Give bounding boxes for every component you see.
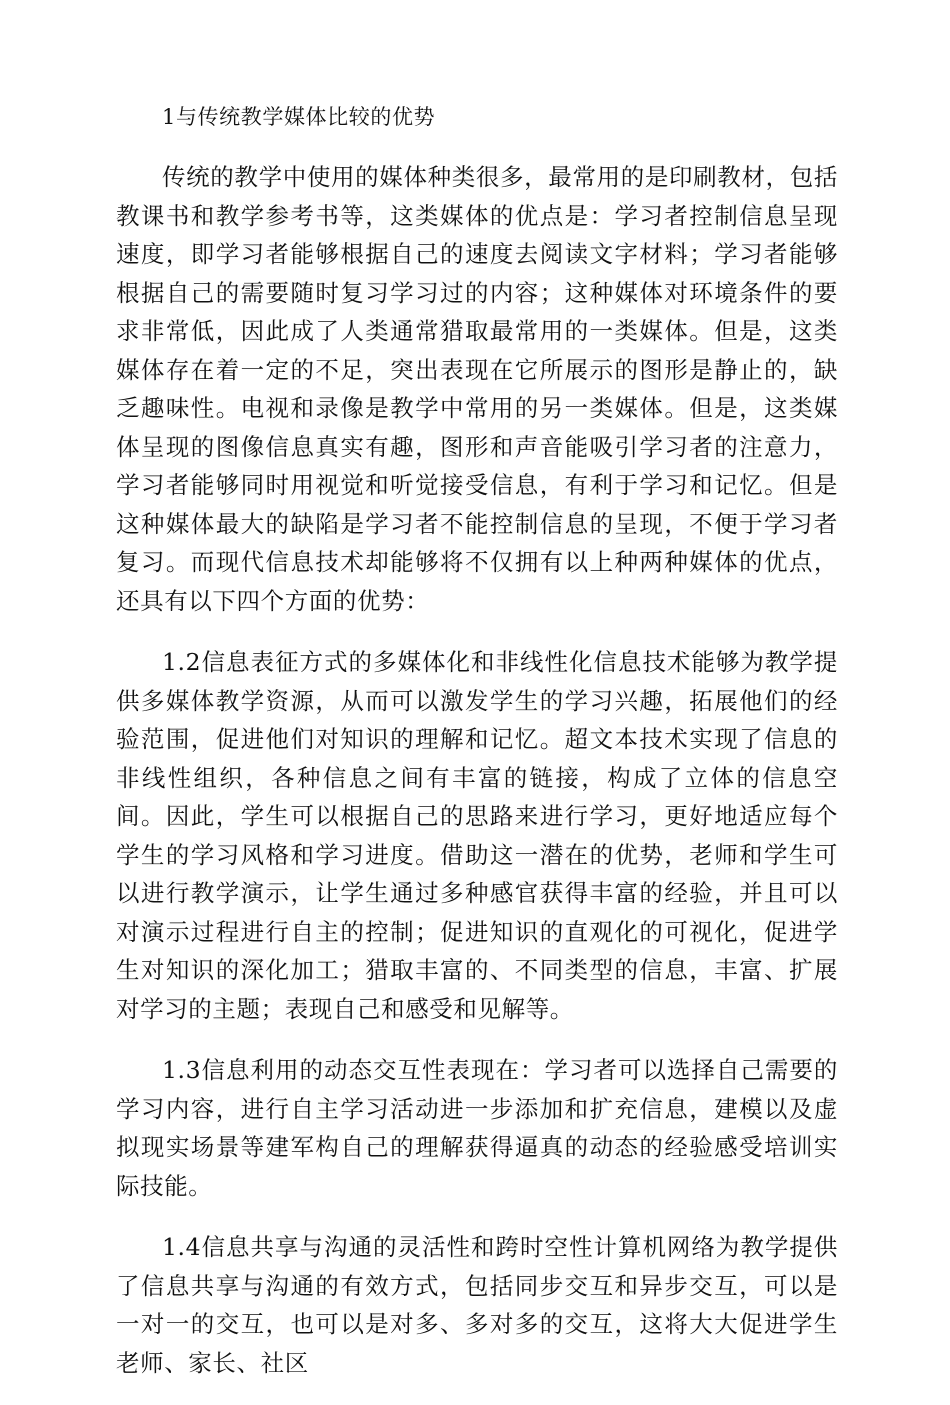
paragraph-1-3: 1.3信息利用的动态交互性表现在：学习者可以选择自己需要的学习内容，进行自主学习活动进一步添加和扩充信息，建模以及虚拟现实场景等建军构自己的理解获得逼真的动态的经验感受培训实际技能。 [116,1056,838,1200]
paragraph-1-4: 1.4信息共享与沟通的灵活性和跨时空性计算机网络为教学提供了信息共享与沟通的有效方式，包括同步交互和异步交互，可以是一对一的交互，也可以是对多、多对多的交互，这将大大促进学生老师、家长、社区 [116,1233,838,1377]
paragraph-traditional-media: 传统的教学中使用的媒体种类很多，最常用的是印刷教材，包括教课书和教学参考书等，这类媒体的优点是：学习者控制信息呈现速度，即学习者能够根据自己的速度去阅读文字材料；学习者能够根据自己的需要随时复习学习过的内容；这种媒体对环境条件的要求非常低，因此成了人类通常猎取最常用的一类媒体。但是，这类媒体存在着一定的不足，突出表现在它所展示的图形是静止的，缺乏趣味性。电视和录像是教学中常用的另一类媒体。但是，这类媒体呈现的图像信息真实有趣，图形和声音能吸引学习者的注意力，学习者能够同时用视觉和听觉接受信息，有利于学习和记忆。但是这种媒体最大的缺陷是学习者不能控制信息的呈现，不便于学习者复习。而现代信息技术却能够将不仅拥有以上种两种媒体的优点，还具有以下四个方面的优势： [116,163,838,615]
paragraph-1-2: 1.2信息表征方式的多媒体化和非线性化信息技术能够为教学提供多媒体教学资源，从而可以激发学生的学习兴趣，拓展他们的经验范围，促进他们对知识的理解和记忆。超文本技术实现了信息的非线性组织，各种信息之间有丰富的链接，构成了立体的信息空间。因此，学生可以根据自己的思路来进行学习，更好地适应每个学生的学习风格和学习进度。借助这一潜在的优势，老师和学生可以进行教学演示，让学生通过多种感官获得丰富的经验，并且可以对演示过程进行自主的控制；促进知识的直观化的可视化，促进学生对知识的深化加工；猎取丰富的、不同类型的信息，丰富、扩展对学习的主题；表现自己和感受和见解等。 [116,648,838,1023]
document-page [116,98,838,1405]
section-heading: 1与传统教学媒体比较的优势 [162,105,436,129]
